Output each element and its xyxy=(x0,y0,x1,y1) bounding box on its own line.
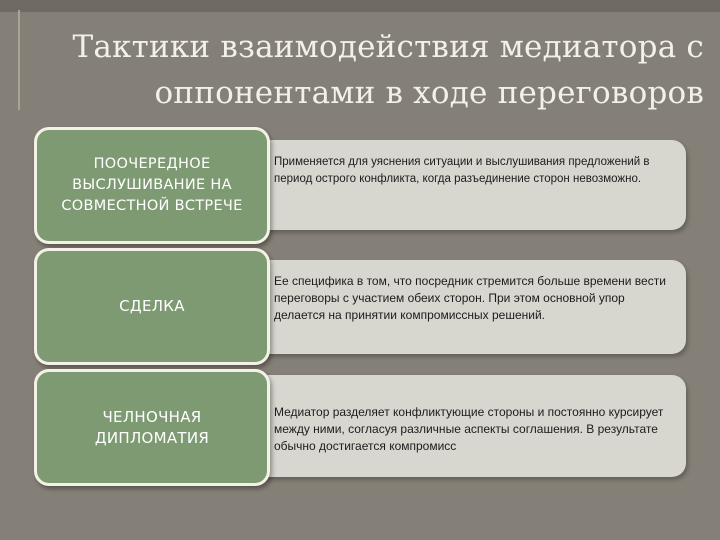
tactic-row xyxy=(34,369,686,486)
description-text xyxy=(260,273,674,324)
title-rule xyxy=(18,10,20,110)
tactic-label: СДЕЛКА xyxy=(119,297,185,315)
tactic-label: ЧЕЛНОЧНАЯ ДИПЛОМАТИЯ xyxy=(94,407,210,447)
tactic-row xyxy=(34,127,686,244)
description-content: Применяется для уяснения ситуации и выслушивания предложений в период острого конфликта, когда разъединение сторон невозможно. xyxy=(274,156,650,185)
slide-title: Тактики взаимодействия медиатора с оппонентами в ходе переговоров xyxy=(72,29,704,111)
tactic-label-box xyxy=(34,127,270,244)
description-content: Ее специфика в том, что посредник стремится больше времени вести переговоры с участием обеих сторон. При этом основной упор делается на принятии компромиссных решений. xyxy=(274,274,666,322)
description-box xyxy=(240,375,686,477)
description-text xyxy=(260,154,674,188)
description-box xyxy=(240,260,686,354)
description-content: Медиатор разделяет конфликтующие стороны и постоянно курсирует между ними, согласуя различные аспекты соглашения. В результате обычно достигается компромисс xyxy=(274,405,664,453)
tactic-label: ПООЧЕРЕДНОЕ ВЫСЛУШИВАНИЕ НА СОВМЕСТНОЙ ВСТРЕЧЕ xyxy=(61,156,243,214)
description-box xyxy=(240,140,686,230)
top-strip xyxy=(0,0,720,12)
tactic-label-box xyxy=(34,369,270,486)
tactic-row xyxy=(34,248,686,365)
tactic-label-box xyxy=(34,248,270,365)
description-text xyxy=(260,404,674,455)
